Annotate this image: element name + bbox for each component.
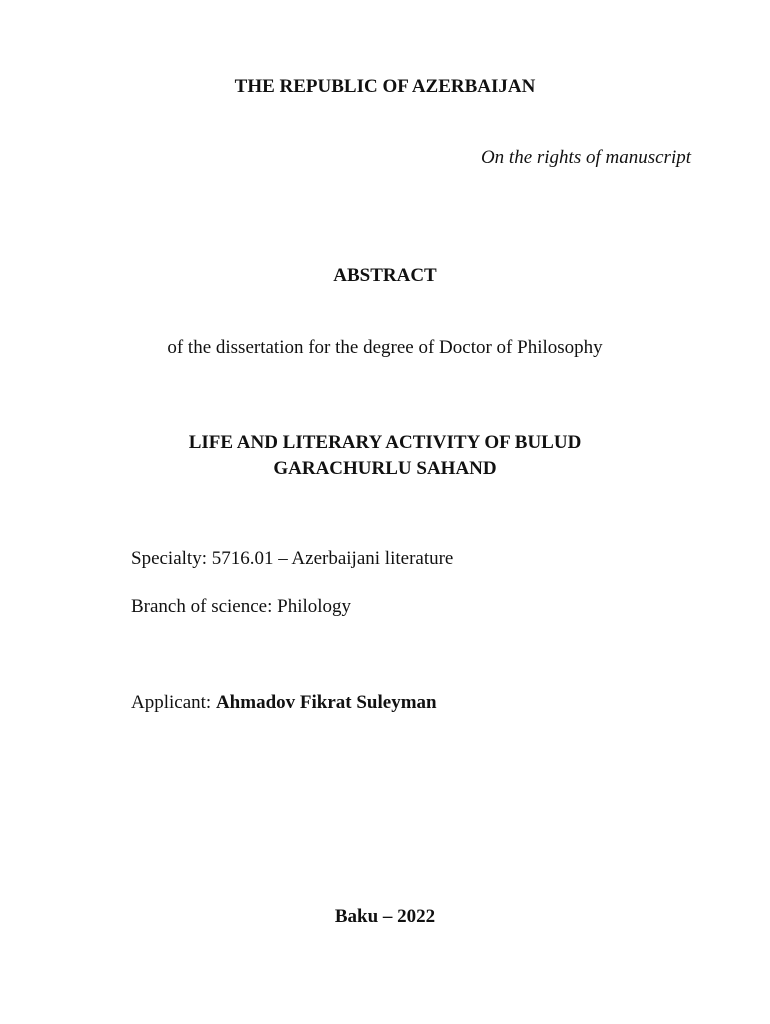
branch-line: Branch of science: Philology xyxy=(131,596,352,617)
degree-line: of the dissertation for the degree of Doctor of Philosophy xyxy=(167,337,603,358)
applicant-name: Ahmadov Fikrat Suleyman xyxy=(215,692,437,713)
rights-note: On the rights of manuscript xyxy=(480,147,691,168)
country-heading: THE REPUBLIC OF AZERBAIJAN xyxy=(234,76,536,97)
specialty-line: Specialty: 5716.01 – Azerbaijani literature xyxy=(131,548,454,569)
dissertation-title xyxy=(0,430,770,482)
applicant-line xyxy=(131,692,437,714)
dissertation-title-line-2: GARACHURLU SAHAND xyxy=(273,458,497,479)
abstract-heading: ABSTRACT xyxy=(333,265,437,286)
dissertation-title-line-1: LIFE AND LITERARY ACTIVITY OF BULUD xyxy=(188,432,582,453)
applicant-label: Applicant: xyxy=(131,692,212,713)
place-year: Baku – 2022 xyxy=(334,906,436,927)
